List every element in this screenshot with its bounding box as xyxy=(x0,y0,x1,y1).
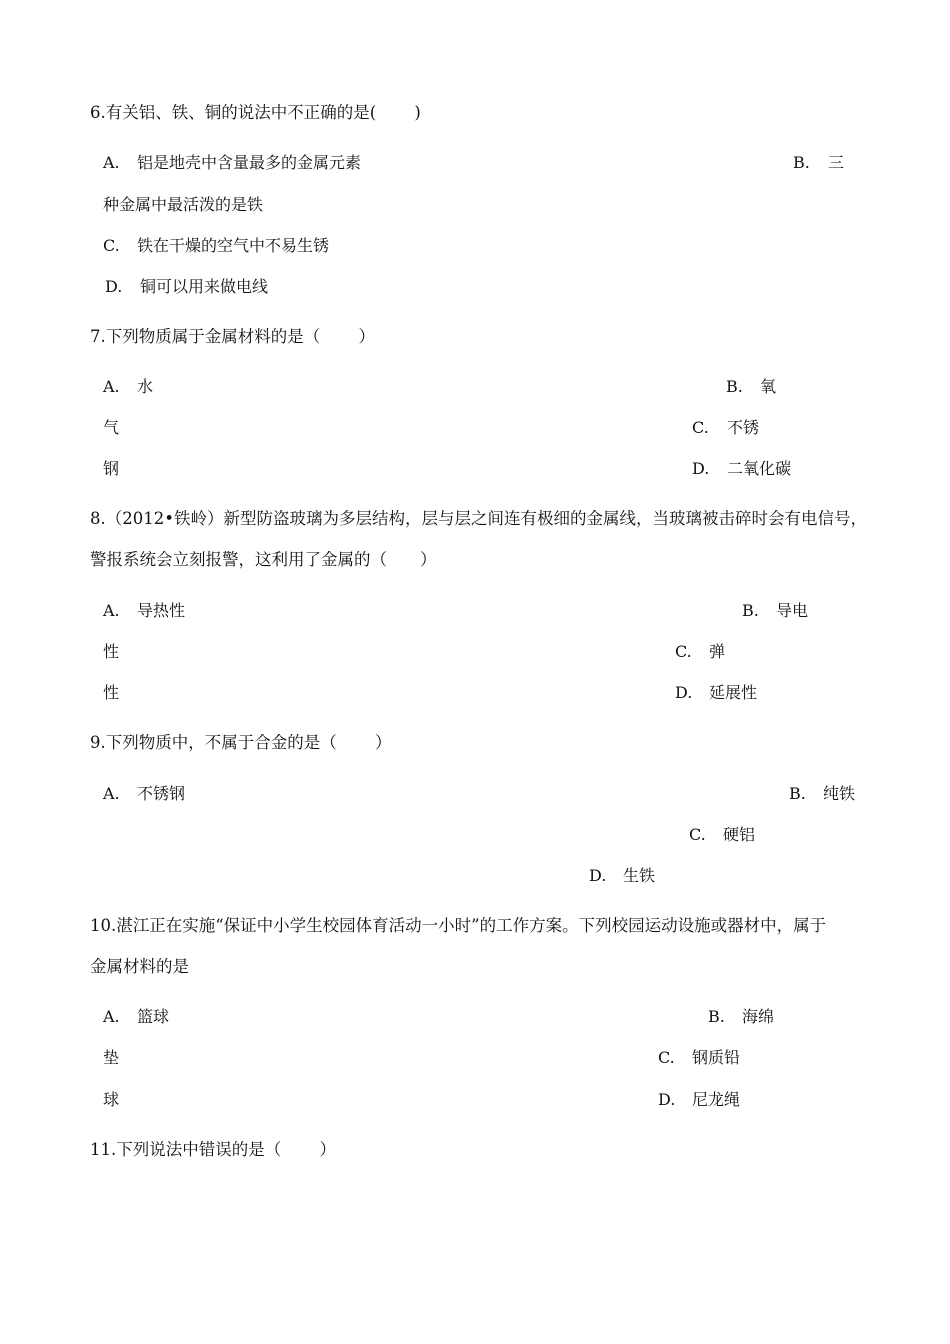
q10-stem-line-1: 10.湛江正在实施“保证中小学生校园体育活动一小时”的工作方案。下列校园运动设施或器材中，属于 xyxy=(90,916,827,935)
q8-option-c-text-2: 性 xyxy=(103,683,120,702)
q8-option-d-letter: D. xyxy=(675,683,693,702)
q8-stem-line-2: 警报系统会立刻报警，这利用了金属的（ ） xyxy=(90,550,437,569)
q6-option-a-text: 铝是地壳中含量最多的金属元素 xyxy=(137,153,362,172)
q10-option-d-text: 尼龙绳 xyxy=(692,1090,741,1109)
q7-option-c-text-2: 钢 xyxy=(103,459,120,478)
q8-option-a-text: 导热性 xyxy=(137,601,186,620)
q10-option-a-text: 篮球 xyxy=(137,1007,170,1026)
q6-option-b-text-2: 种金属中最活泼的是铁 xyxy=(103,195,264,214)
q7-option-d-letter: D. xyxy=(692,459,710,478)
q11-stem: 11.下列说法中错误的是（ ） xyxy=(90,1140,336,1159)
q6-option-b-letter: B. xyxy=(793,153,810,172)
q8-option-c-text-1: 弹 xyxy=(709,642,726,661)
q8-option-b-text-1: 导电 xyxy=(776,601,809,620)
q10-option-d-letter: D. xyxy=(658,1090,676,1109)
q8-option-b-letter: B. xyxy=(742,601,759,620)
q7-option-c-letter: C. xyxy=(692,418,709,437)
q9-option-a-text: 不锈钢 xyxy=(137,784,186,803)
q10-option-c-text-1: 钢质铅 xyxy=(692,1048,741,1067)
q7-option-b-text-1: 氧 xyxy=(760,377,777,396)
q9-option-a-letter: A. xyxy=(103,784,120,803)
q10-option-c-text-2: 球 xyxy=(103,1090,120,1109)
q7-option-a-text: 水 xyxy=(137,377,154,396)
q10-option-a-letter: A. xyxy=(103,1007,120,1026)
q8-option-c-letter: C. xyxy=(675,642,692,661)
q10-option-b-letter: B. xyxy=(708,1007,725,1026)
q7-stem: 7.下列物质属于金属材料的是（ ） xyxy=(90,327,375,346)
q6-option-b-text-1: 三 xyxy=(828,153,845,172)
q6-option-a-letter: A. xyxy=(103,153,120,172)
q7-option-a-letter: A. xyxy=(103,377,120,396)
q8-option-d-text: 延展性 xyxy=(709,683,758,702)
q9-option-d-letter: D. xyxy=(589,866,607,885)
q8-stem-line-1: 8.（2012•铁岭）新型防盗玻璃为多层结构，层与层之间连有极细的金属线，当玻璃被击碎时会有电信号， xyxy=(90,509,867,528)
q10-stem-line-2: 金属材料的是 xyxy=(90,957,189,976)
q9-option-b-letter: B. xyxy=(789,784,806,803)
q8-option-b-text-2: 性 xyxy=(103,642,120,661)
q7-option-c-text-1: 不锈 xyxy=(727,418,760,437)
q9-stem: 9.下列物质中，不属于合金的是（ ） xyxy=(90,733,392,752)
q9-option-c-text: 硬铝 xyxy=(723,825,756,844)
q8-option-a-letter: A. xyxy=(103,601,120,620)
q7-option-b-letter: B. xyxy=(726,377,743,396)
q6-option-d-letter: D. xyxy=(105,277,123,296)
q6-stem: 6.有关铝、铁、铜的说法中不正确的是( ) xyxy=(90,103,421,122)
q10-option-c-letter: C. xyxy=(658,1048,675,1067)
q6-option-c-text: 铁在干燥的空气中不易生锈 xyxy=(137,236,330,255)
q10-option-b-text-2: 垫 xyxy=(103,1048,120,1067)
q6-option-c-letter: C. xyxy=(103,236,120,255)
q7-option-b-text-2: 气 xyxy=(103,418,120,437)
q10-option-b-text-1: 海绵 xyxy=(742,1007,775,1026)
q9-option-b-text: 纯铁 xyxy=(823,784,856,803)
q6-option-d-text: 铜可以用来做电线 xyxy=(140,277,269,296)
q9-option-c-letter: C. xyxy=(689,825,706,844)
q7-option-d-text: 二氧化碳 xyxy=(727,459,792,478)
q9-option-d-text: 生铁 xyxy=(623,866,656,885)
